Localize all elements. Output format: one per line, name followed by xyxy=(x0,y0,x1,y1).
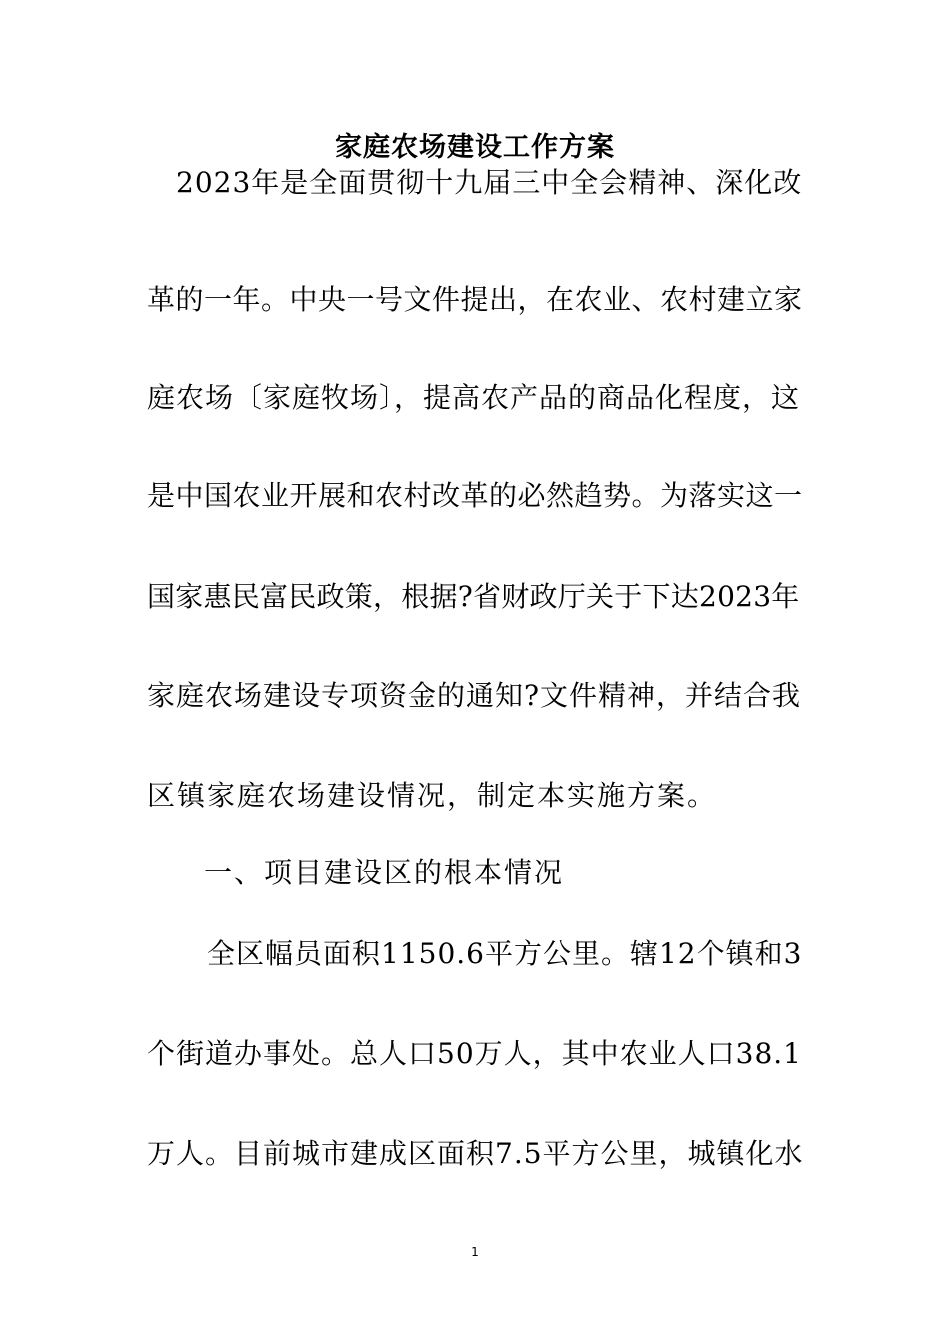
paragraph-line-7: 区镇家庭农场建设情况，制定本实施方案。 xyxy=(147,779,718,812)
paragraph-line-1: 2023年是全面贯彻十九届三中全会精神、深化改 xyxy=(176,166,803,199)
paragraph-line-10: 万人。目前城市建成区面积7.5平方公里，城镇化水 xyxy=(147,1137,804,1170)
paragraph-line-3: 庭农场〔家庭牧场〕，提高农产品的商品化程度，这 xyxy=(147,381,801,414)
paragraph-line-9: 个街道办事处。总人口50万人，其中农业人口38.1 xyxy=(147,1037,802,1070)
paragraph-line-5: 国家惠民富民政策，根据?省财政厅关于下达2023年 xyxy=(147,580,800,613)
paragraph-line-8: 全区幅员面积1150.6平方公里。辖12个镇和3 xyxy=(207,937,803,970)
paragraph-line-4: 是中国农业开展和农村改革的必然趋势。为落实这一 xyxy=(147,479,803,512)
document-title: 家庭农场建设工作方案 xyxy=(335,132,615,163)
paragraph-line-6: 家庭农场建设专项资金的通知?文件精神，并结合我 xyxy=(147,679,802,712)
paragraph-line-2: 革的一年。中央一号文件提出，在农业、农村建立家 xyxy=(147,283,803,316)
section-heading: 一、项目建设区的根本情况 xyxy=(204,856,565,889)
page-number: 1 xyxy=(471,1245,479,1259)
